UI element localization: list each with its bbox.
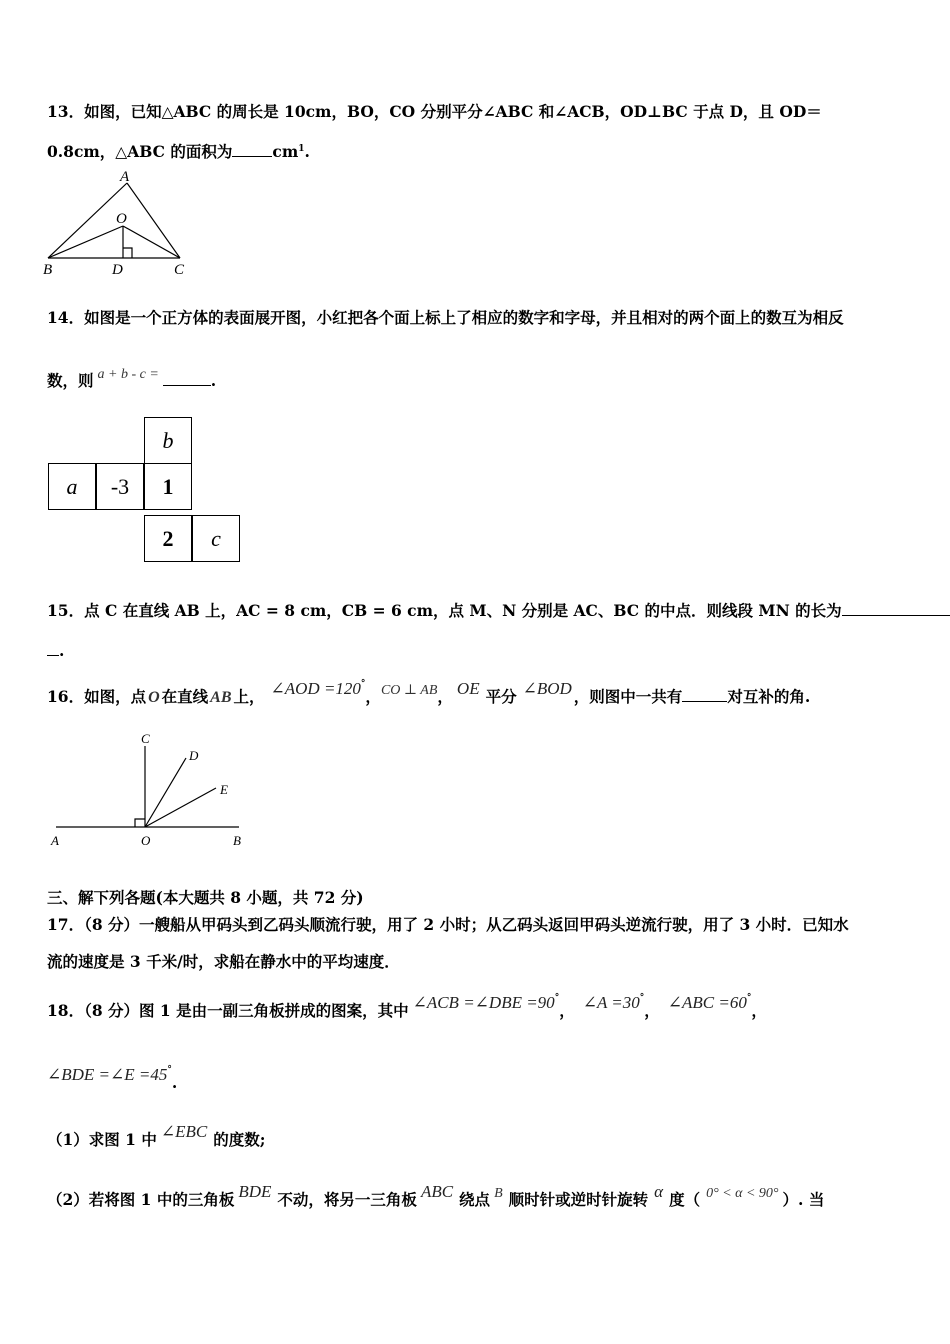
q18-sub-2-point: B (494, 1186, 503, 1201)
q16-answer-blank (682, 686, 727, 702)
q14-line-2 (47, 367, 217, 393)
net-cell-center: 1 (144, 463, 192, 510)
q14-line-2-end: . (210, 371, 217, 390)
q18-line-2 (47, 1065, 178, 1093)
q18-sub-2-b: 不动，将另一三角板 (277, 1190, 417, 1209)
q15-answer-blank-cont (47, 640, 59, 656)
q13-label-a: A (120, 169, 130, 185)
q15-answer-blank (842, 600, 950, 616)
q16-bod: ∠BOD (522, 679, 572, 699)
q15-line-1 (47, 600, 950, 621)
q18-sub-2-f: ）. 当 (782, 1190, 825, 1209)
q16-end: 对互补的角. (727, 687, 811, 707)
q16-angle-aod-deg: ° (360, 679, 366, 689)
q16-ab-label: AB (210, 689, 232, 707)
q18-sub-1-pre: （1）求图 1 中 (47, 1130, 157, 1149)
q18-eq-4: ∠BDE =∠E =45 (47, 1065, 168, 1085)
q16-angle-aod: ∠AOD =120 (270, 679, 361, 699)
q13-label-b: B (43, 262, 53, 278)
q18-sub-1-angle: ∠EBC (160, 1122, 208, 1141)
q18-eq-1-deg: ° (554, 993, 560, 1003)
q15-line-2 (47, 640, 64, 661)
section-3-title: 三、解下列各题(本大题共 8 小题，共 72 分) (47, 888, 364, 907)
q16-bisect: 平分 (485, 687, 517, 707)
q18-sub-2-alpha: α (654, 1182, 664, 1201)
q18-sub-2-abc: ABC (420, 1182, 454, 1201)
q18-eq-2-deg: ° (639, 993, 645, 1003)
q17-line-1: 17．（8 分）一艘船从甲码头到乙码头顺流行驶，用了 2 小时；从乙码头返回甲码头逆流行驶，用了 3 小时．已知水 (47, 915, 849, 934)
q16-oe: OE (456, 679, 480, 699)
q18-sub-2 (47, 1182, 825, 1212)
net-cell-mid-left: -3 (96, 463, 144, 510)
q16-label-c: C (141, 731, 150, 746)
q18-sub-2-bde: BDE (238, 1182, 272, 1201)
q16-mid-1: 在直线 (161, 687, 209, 707)
q16-comma-2: ， (437, 687, 453, 707)
q14-expression: a + b - c = (97, 367, 159, 382)
q16-comma-1: ， (365, 687, 381, 707)
q16-label-e: E (220, 782, 228, 797)
q18-comma-3: ， (751, 1001, 767, 1021)
q13-label-o: O (116, 211, 127, 227)
net-cell-bottom: 2 (144, 515, 192, 562)
q16-prefix: 16．如图，点 (47, 687, 147, 707)
q18-sub-2-e: 度（ (669, 1190, 701, 1209)
q16-mid-2: 上， (233, 687, 265, 707)
q18-eq-4-end: . (171, 1073, 178, 1093)
net-cell-left: a (48, 463, 96, 510)
q16-label-o: O (141, 833, 151, 848)
q18-sub-1 (47, 1122, 266, 1150)
q18-eq-3-deg: ° (746, 993, 752, 1003)
q13-label-c: C (174, 262, 185, 278)
q18-sub-2-c: 绕点 (459, 1190, 491, 1209)
q18-comma-2: ， (644, 1001, 660, 1021)
q13-unit-sup: 1 (298, 144, 305, 154)
q13-label-d: D (112, 262, 123, 278)
q13-line-2-end: . (304, 142, 310, 162)
q18-eq-4-deg: ° (167, 1065, 172, 1075)
q14-line-1: 14．如图是一个正方体的表面展开图，小红把各个面上标上了相应的数字和字母，并且相对的两个面上的数互为相反 (47, 308, 844, 327)
q13-line-2-text: 0.8cm，△ABC 的面积为 (47, 142, 233, 162)
q16-angles-figure (44, 728, 254, 853)
q16-suffix: ，则图中一共有 (573, 687, 683, 707)
q14-answer-blank (163, 370, 211, 386)
q16-label-b: B (233, 833, 241, 848)
q13-unit: cm (272, 142, 299, 162)
q18-sub-1-end: 的度数; (213, 1130, 266, 1149)
net-cell-bottom-right: c (192, 515, 240, 562)
q18-comma-1: ， (559, 1001, 575, 1021)
q18-eq-3: ∠ABC =60 (667, 993, 747, 1013)
q16-perp: CO ⊥ AB (380, 683, 438, 699)
q18-eq-2: ∠A =30 (582, 993, 640, 1013)
q17-line-2: 流的速度是 3 千米/时，求船在静水中的平均速度． (47, 952, 400, 971)
q13-answer-blank (232, 141, 272, 157)
q16-o-label: O (148, 689, 160, 707)
q15-line-1-text: 15．点 C 在直线 AB 上，AC = 8 cm，CB = 6 cm，点 M、N 分别是 AC、BC 的中点．则线段 MN 的长为 (47, 601, 842, 620)
q15-line-2-end: . (59, 641, 65, 660)
q13-line-1: 13．如图，已知△ABC 的周长是 10cm，BO，CO 分别平分∠ABC 和∠ACB，OD⊥BC 于点 D，且 OD＝ (47, 102, 822, 121)
q18-prefix: 18．（8 分）图 1 是由一副三角板拼成的图案，其中 (47, 1001, 409, 1021)
q13-line-2 (47, 139, 310, 162)
q16-label-d: D (189, 748, 199, 763)
q18-sub-2-a: （2）若将图 1 中的三角板 (47, 1190, 235, 1209)
net-cell-top: b (144, 417, 192, 464)
q18-line-1 (47, 993, 767, 1021)
q18-sub-2-d: 顺时针或逆时针旋转 (508, 1190, 649, 1209)
q14-line-2-text: 数，则 (47, 371, 94, 390)
q18-eq-1: ∠ACB =∠DBE =90 (412, 993, 555, 1013)
q16-line (47, 679, 811, 709)
q13-triangle-figure (40, 168, 200, 280)
q18-sub-2-range: 0° < α < 90° (706, 1186, 779, 1201)
q16-label-a: A (51, 833, 59, 848)
